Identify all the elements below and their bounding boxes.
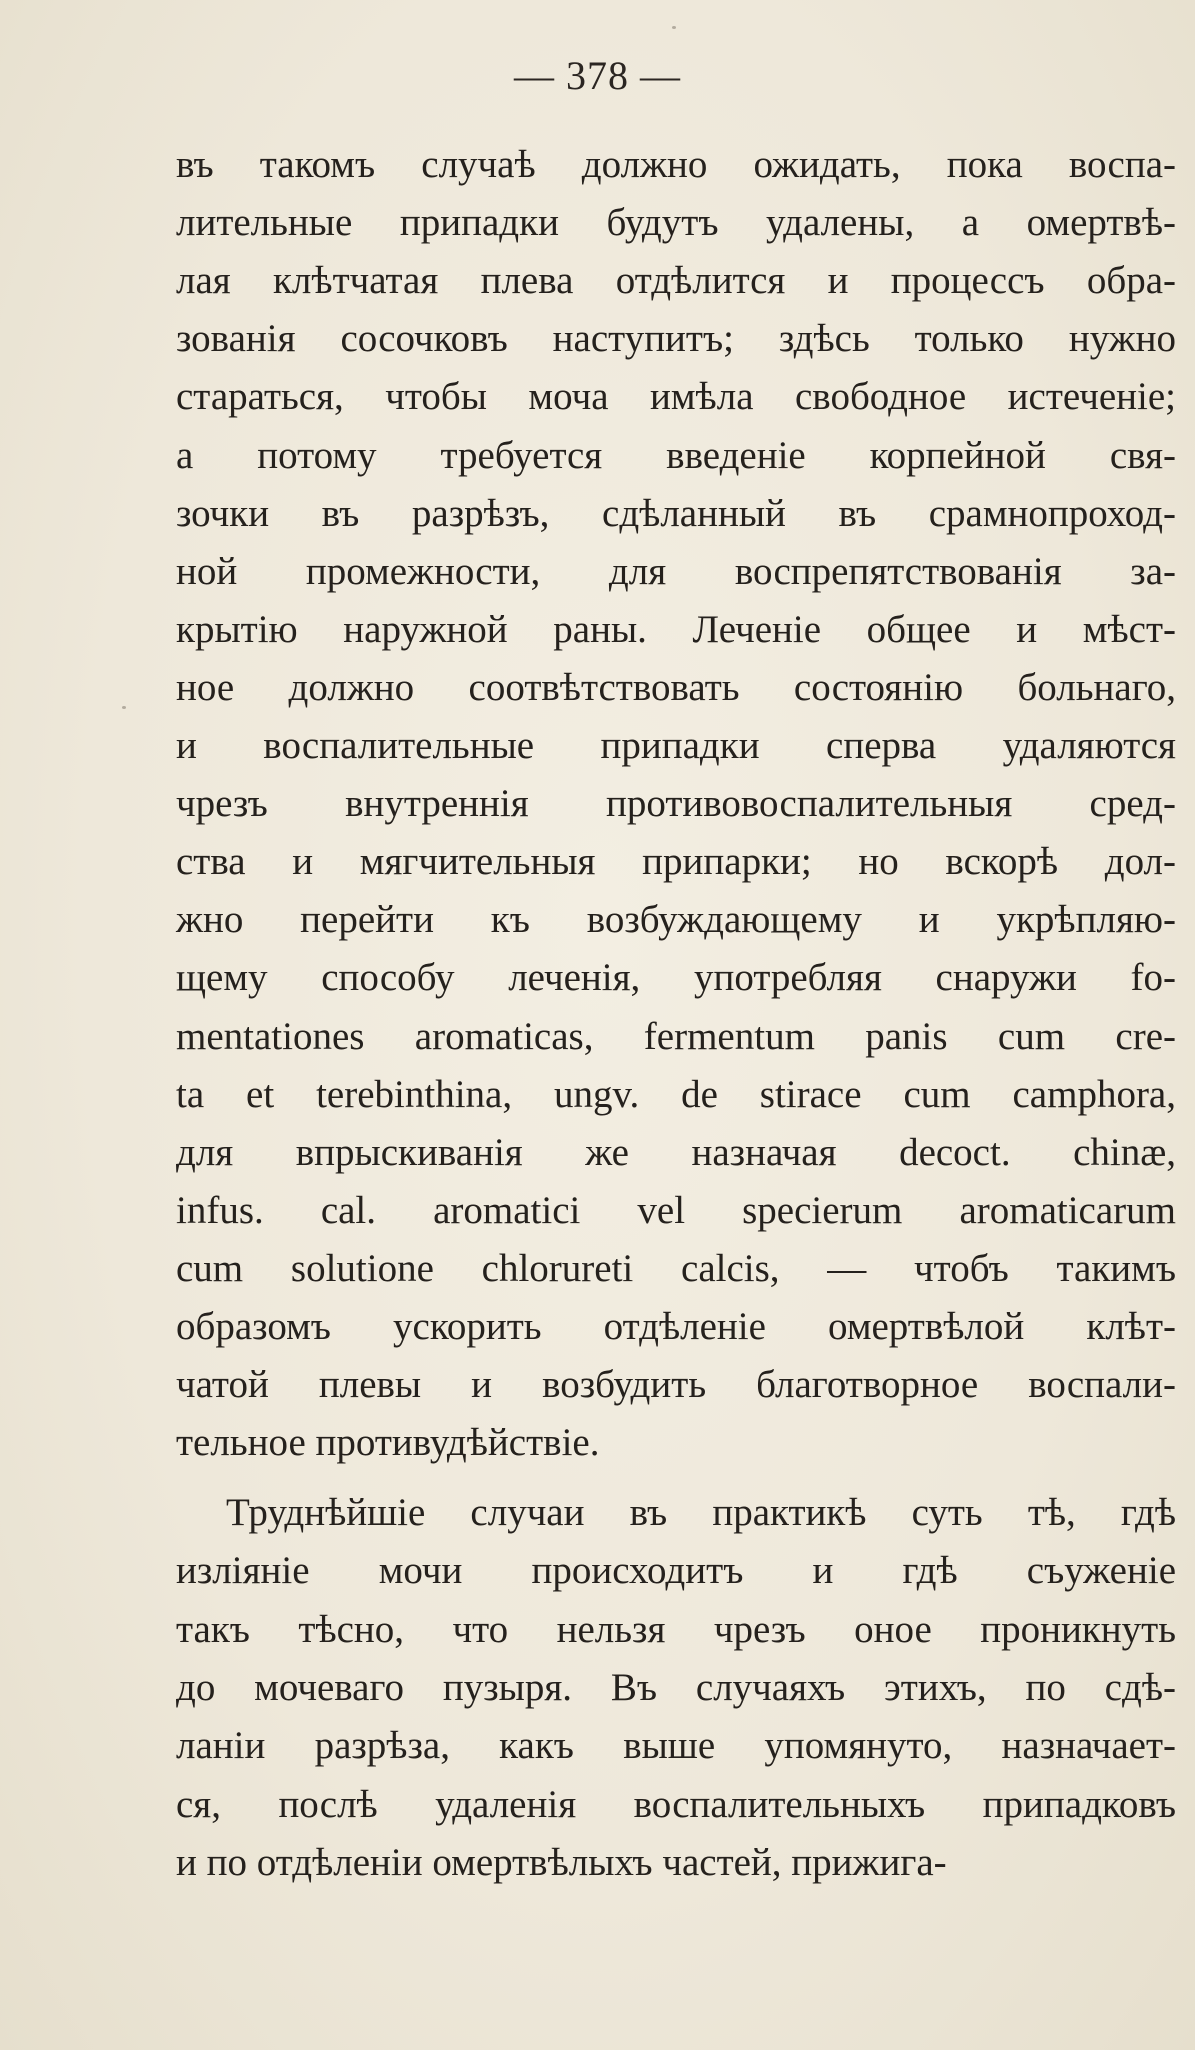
text-line: и воспалительные припадки сперва удаляются: [176, 724, 1176, 767]
text-line: а потому требуется введеніе корпейной свя-: [176, 433, 1176, 477]
text-line: чрезъ внутреннія противовоспалительныя сред-: [176, 782, 1176, 826]
paper-speck: [672, 26, 676, 29]
text-line: крытію наружной раны. Леченіе общее и мѣст-: [176, 607, 1176, 651]
text-line: жно перейти къ возбуждающему и укрѣпляю-: [176, 898, 1176, 942]
text-line: лая клѣтчатая плева отдѣлится и процессъ обра-: [176, 259, 1176, 303]
text-line: образомъ ускорить отдѣленіе омертвѣлой клѣт-: [176, 1305, 1176, 1348]
text-line: изліяніе мочи происходитъ и гдѣ съуженіе: [176, 1549, 1176, 1593]
text-line: въ такомъ случаѣ должно ожидать, пока воспа-: [176, 143, 1176, 186]
text-line: такъ тѣсно, что нельзя чрезъ оное проникнуть: [176, 1607, 1176, 1651]
text-line: лительные припадки будутъ удалены, а омертвѣ-: [176, 201, 1176, 245]
text-line: тельное противудѣйствіе.: [176, 1421, 600, 1465]
text-line: mentationes aromaticas, fermentum panis cum cre-: [176, 1014, 1176, 1058]
text-line: Труднѣйшіе случаи въ практикѣ суть тѣ, гдѣ: [226, 1491, 1176, 1534]
text-line: cum solutione chlorureti calcis, — чтобъ такимъ: [176, 1246, 1176, 1290]
text-line: ное должно соотвѣтствовать состоянію больнаго,: [176, 665, 1176, 709]
text-line: для впрыскиванія же назначая decoct. chinæ,: [176, 1130, 1176, 1174]
text-line: зочки въ разрѣзъ, сдѣланный въ срамнопроход-: [176, 491, 1176, 535]
text-line: чатой плевы и возбудить благотворное воспали-: [176, 1363, 1176, 1407]
text-line: ланіи разрѣза, какъ выше упомянуто, назначает-: [176, 1724, 1176, 1768]
text-line: ta et terebinthina, ungv. de stirace cum camphora,: [176, 1072, 1176, 1116]
text-line: щему способу леченія, употребляя снаружи fo-: [176, 956, 1176, 1000]
text-line: до мочеваго пузыря. Въ случаяхъ этихъ, по сдѣ-: [176, 1665, 1176, 1709]
text-line: и по отдѣленіи омертвѣлыхъ частей, прижига-: [176, 1840, 947, 1884]
paper-speck: [122, 706, 126, 709]
text-line: зованія сосочковъ наступитъ; здѣсь только нужно: [176, 317, 1176, 361]
text-line: стараться, чтобы моча имѣла свободное истеченіе;: [176, 375, 1176, 419]
text-line: ся, послѣ удаленія воспалительныхъ припадковъ: [176, 1782, 1176, 1826]
text-line: infus. cal. aromatici vel specierum aromaticarum: [176, 1188, 1176, 1232]
text-line: ства и мягчительныя припарки; но вскорѣ дол-: [176, 840, 1176, 884]
text-line: ной промежности, для воспрепятствованія за-: [176, 549, 1176, 593]
page-number: — 378 —: [514, 53, 681, 98]
